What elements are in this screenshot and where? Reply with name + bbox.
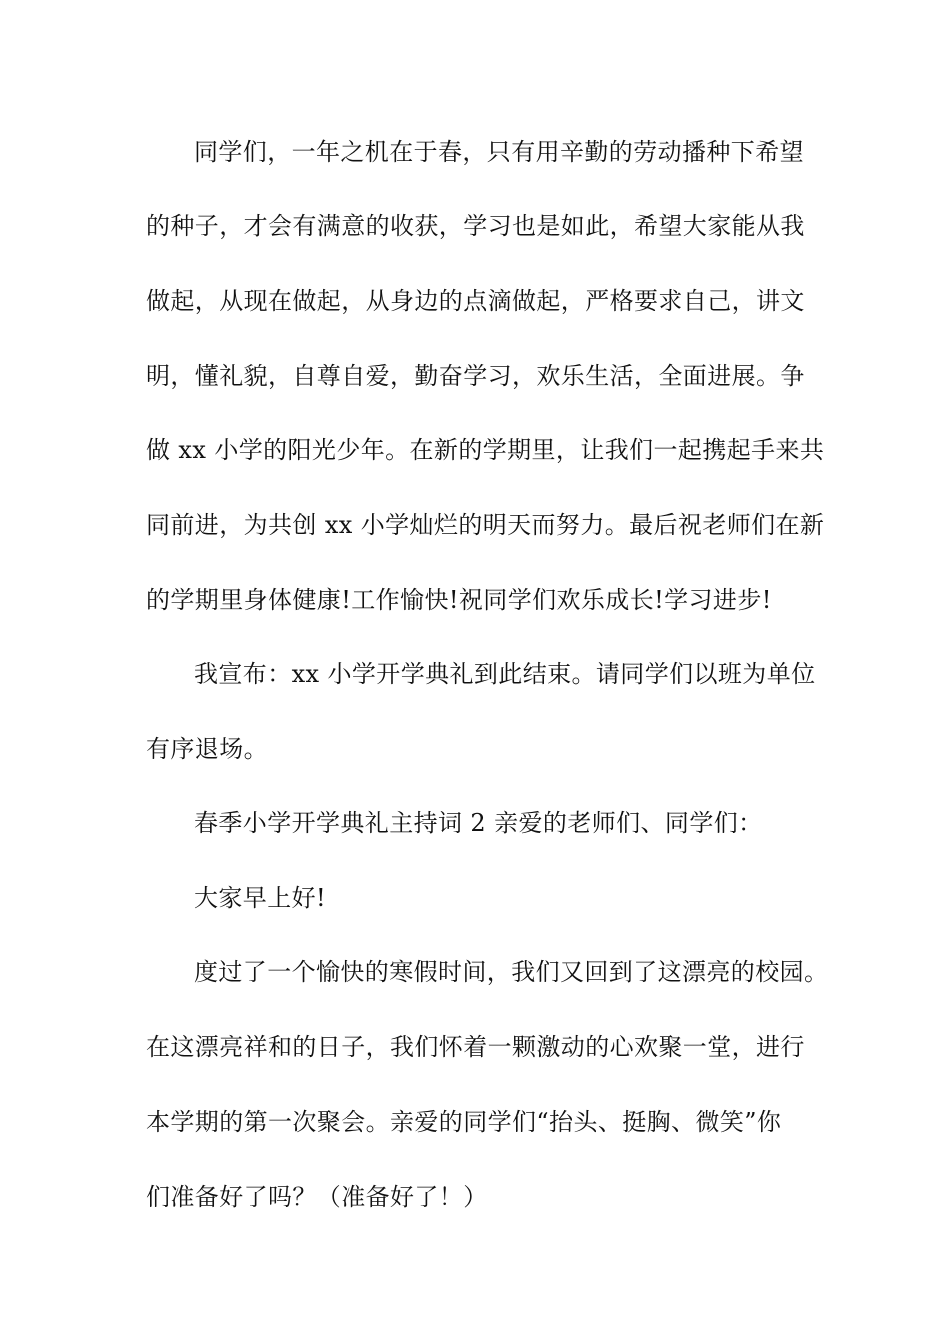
paragraph-line: 大家早上好!	[194, 884, 327, 912]
paragraph-line: 度过了一个愉快的寒假时间，我们又回到了这漂亮的校园。	[194, 958, 829, 986]
paragraph-line: 的学期里身体健康!工作愉快!祝同学们欢乐成长!学习进步!	[146, 586, 772, 614]
paragraph-line: 本学期的第一次聚会。亲爱的同学们“抬头、挺胸、微笑”你	[146, 1108, 782, 1136]
paragraph-line: 有序退场。	[146, 735, 268, 763]
paragraph-line: 做起，从现在做起，从身边的点滴做起，严格要求自己，讲文	[146, 287, 805, 315]
paragraph-line: 我宣布：xx 小学开学典礼到此结束。请同学们以班为单位	[194, 660, 816, 688]
paragraph-line: 春季小学开学典礼主持词 2 亲爱的老师们、同学们：	[194, 809, 763, 837]
paragraph-line: 同学们，一年之机在于春，只有用辛勤的劳动播种下希望	[194, 138, 804, 166]
paragraph-line: 的种子，才会有满意的收获，学习也是如此，希望大家能从我	[146, 212, 805, 240]
paragraph-line: 做 xx 小学的阳光少年。在新的学期里，让我们一起携起手来共	[146, 436, 825, 464]
paragraph-line: 们准备好了吗？（准备好了！）	[146, 1183, 488, 1211]
paragraph-line: 同前进，为共创 xx 小学灿烂的明天而努力。最后祝老师们在新	[146, 511, 825, 539]
paragraph-line: 明，懂礼貌，自尊自爱，勤奋学习，欢乐生活，全面进展。争	[146, 362, 805, 390]
paragraph-line: 在这漂亮祥和的日子，我们怀着一颗激动的心欢聚一堂，进行	[146, 1033, 805, 1061]
